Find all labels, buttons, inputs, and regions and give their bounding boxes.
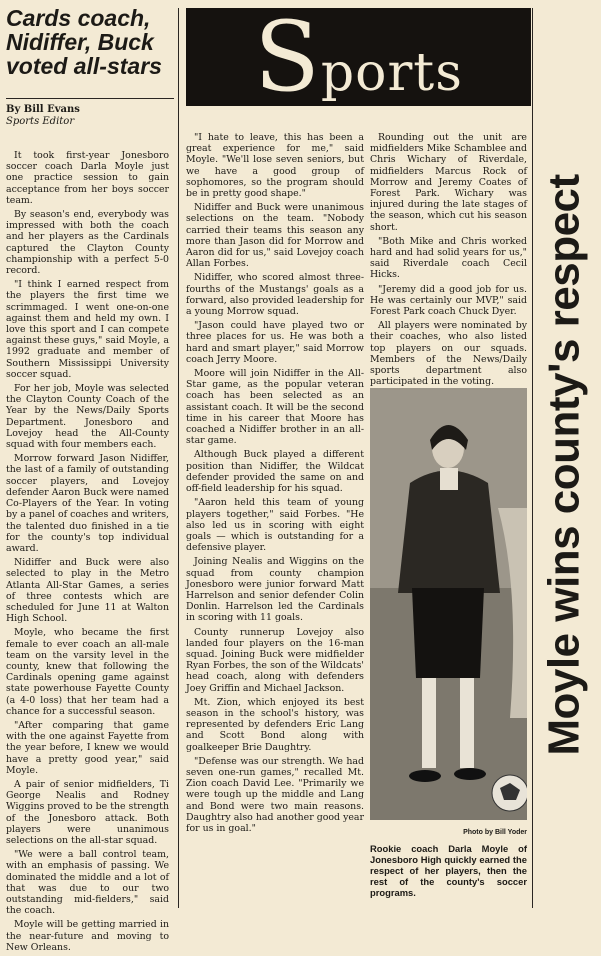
paragraph: Moyle will be getting married in the near-future and moving to New Orleans. bbox=[6, 919, 169, 953]
paragraph: "Jason could have played two or three places for us. He was both a hard and smart player," said Morrow coach Jerry Moore. bbox=[186, 320, 364, 365]
paragraph: Moore will join Nidiffer in the All-Star game, as the popular veteran coach has been selected as an assistant coach. It will be the second time in his career that Moore has coached a Nidiffer brother in an all-star game. bbox=[186, 368, 364, 447]
byline bbox=[6, 104, 80, 128]
section-title bbox=[254, 1, 463, 113]
column-rule-left bbox=[178, 8, 179, 908]
paragraph: For her job, Moyle was selected the Clayton County Coach of the Year by the News/Daily Sports Department. Jonesboro and Lovejoy head the All-County squad with four members each. bbox=[6, 383, 169, 451]
paragraph: Morrow forward Jason Nidiffer, the last of a family of outstanding soccer players, and Lovejoy defender Aaron Buck were named Co-Players of the Year. In voting by a panel of coaches and writers, the talented duo finished in a tie for the county's top individual award. bbox=[6, 453, 169, 554]
paragraph: All players were nominated by their coaches, who also listed top players on our squads. Members of the News/Daily sports department also participated in the voting. bbox=[370, 320, 527, 388]
sidebar-rule bbox=[6, 98, 174, 99]
article-column-3 bbox=[370, 132, 527, 390]
paragraph: It took first-year Jonesboro soccer coach Darla Moyle just one practice session to gain acceptance from her boys soccer team. bbox=[6, 150, 169, 206]
coach-photo-illustration bbox=[370, 388, 527, 820]
paragraph: County runnerup Lovejoy also landed four players on the 16-man squad. Joining Buck were midfielder Ryan Forbes, the son of the Wildcats' head coach, along with defenders Joey Griffin and Michael Jackson. bbox=[186, 626, 364, 694]
photo-credit: Photo by Bill Yoder bbox=[463, 829, 527, 836]
main-headline bbox=[536, 30, 594, 900]
byline-role: Sports Editor bbox=[6, 116, 75, 127]
paragraph: "Jeremy did a good job for us. He was certainly our MVP," said Forest Park coach Chuck Dyer. bbox=[370, 283, 527, 318]
paragraph: Although Buck played a different position than Nidiffer, the Wildcat defender provided the same on and off-field leadership for his squad. bbox=[186, 449, 364, 495]
paragraph: "After comparing that game with the one against Fayette from the year before, I knew we would have a pretty good year," said Moyle. bbox=[6, 719, 169, 776]
section-title-initial: S bbox=[254, 1, 321, 113]
section-title-rest: ports bbox=[320, 43, 463, 103]
byline-name: By Bill Evans bbox=[6, 104, 80, 115]
paragraph: "I hate to leave, this has been a great experience for me," said Moyle. "We'll lose seven seniors, but we have a good group of sophomores, so the program should be in pretty good shape." bbox=[186, 132, 364, 200]
paragraph: "Both Mike and Chris worked hard and had solid years for us," said Riverdale coach Cecil Hicks. bbox=[370, 235, 527, 281]
article-column-2 bbox=[186, 132, 364, 837]
main-headline-text: Moyle wins county's respect bbox=[540, 174, 590, 756]
paragraph: Nidiffer and Buck were also selected to play in the Metro Atlanta All-Star Games, a series of three contests which are scheduled for June 11 at Walton High School. bbox=[6, 557, 169, 625]
paragraph: By season's end, everybody was impressed with both the coach and her players as the Cardinals captured the Clayton County championship with a perfect 5-0 record. bbox=[6, 209, 169, 277]
paragraph: Nidiffer, who scored almost three-fourths of the Mustangs' goals as a forward, also provided leadership for a young Morrow squad. bbox=[186, 272, 364, 318]
paragraph: A pair of senior midfielders, Ti George Nealis and Rodney Wiggins proved to be the strength of the Jonesboro attack. Both players were unanimous selections on the all-star squad. bbox=[6, 778, 169, 846]
paragraph: Nidiffer and Buck were unanimous selections on the team. "Nobody carried their teams this season any more than Jason did for Morrow and Aaron did for us," said Lovejoy coach Allan Forbes. bbox=[186, 202, 364, 270]
sidebar-headline: Cards coach, Nidiffer, Buck voted all-stars bbox=[6, 5, 162, 79]
column-rule-right bbox=[532, 8, 533, 908]
paragraph: "Aaron held this team of young players together," said Forbes. "He also led us in scoring with eight goals — which is outstanding for a defensive player. bbox=[186, 497, 364, 554]
photo-caption: Rookie coach Darla Moyle of Jonesboro High quickly earned the respect of her players, then the rest of the county's soccer programs. bbox=[370, 843, 527, 898]
paragraph: Rounding out the unit are midfielders Mike Schamblee and Chris Wichary of Riverdale, midfielders Marcus Rock of Morrow and Jeremy Coates of Forest Park. Wichary was injured during the late stages of the season, which cut his season short. bbox=[370, 132, 527, 233]
paragraph: Mt. Zion, which enjoyed its best season in the school's history, was represented by defenders Eric Lang and Scott Bond along with goalkeeper Brie Daughtry. bbox=[186, 696, 364, 753]
paragraph: Moyle, who became the first female to ever coach an all-male team on the varsity level in the county, knew that following the Cardinals opening game against state powerhouse Fayette County (a 4-0 loss) that her team had a chance for a successful season. bbox=[6, 627, 169, 717]
sports-section-banner bbox=[186, 1, 531, 113]
paragraph: "We were a ball control team, with an emphasis of passing. We dominated the middle and a lot of that was due to our two outstanding mid-fielders," said the coach. bbox=[6, 849, 169, 917]
article-column-1 bbox=[6, 150, 169, 956]
paragraph: "I think I earned respect from the players the first time we scrimmaged. I went one-on-one against them and held my own. I love this sport and I can compete against these guys," said Moyle, a 1992 graduate and member of Southern Mississippi University soccer squad. bbox=[6, 279, 169, 380]
paragraph: Joining Nealis and Wiggins on the squad from county champion Jonesboro were junior forward Matt Harrelson and senior defender Colin Donlin. Harrelson led the Cardinals in scoring with 11 goals. bbox=[186, 556, 364, 624]
paragraph: "Defense was our strength. We had seven one-run games," recalled Mt. Zion coach David Lee. "Primarily we were tough up the middle and Lang and Bond were two main reasons. Daughtry also had another good year for us in goal." bbox=[186, 755, 364, 834]
coach-photo bbox=[370, 388, 527, 820]
